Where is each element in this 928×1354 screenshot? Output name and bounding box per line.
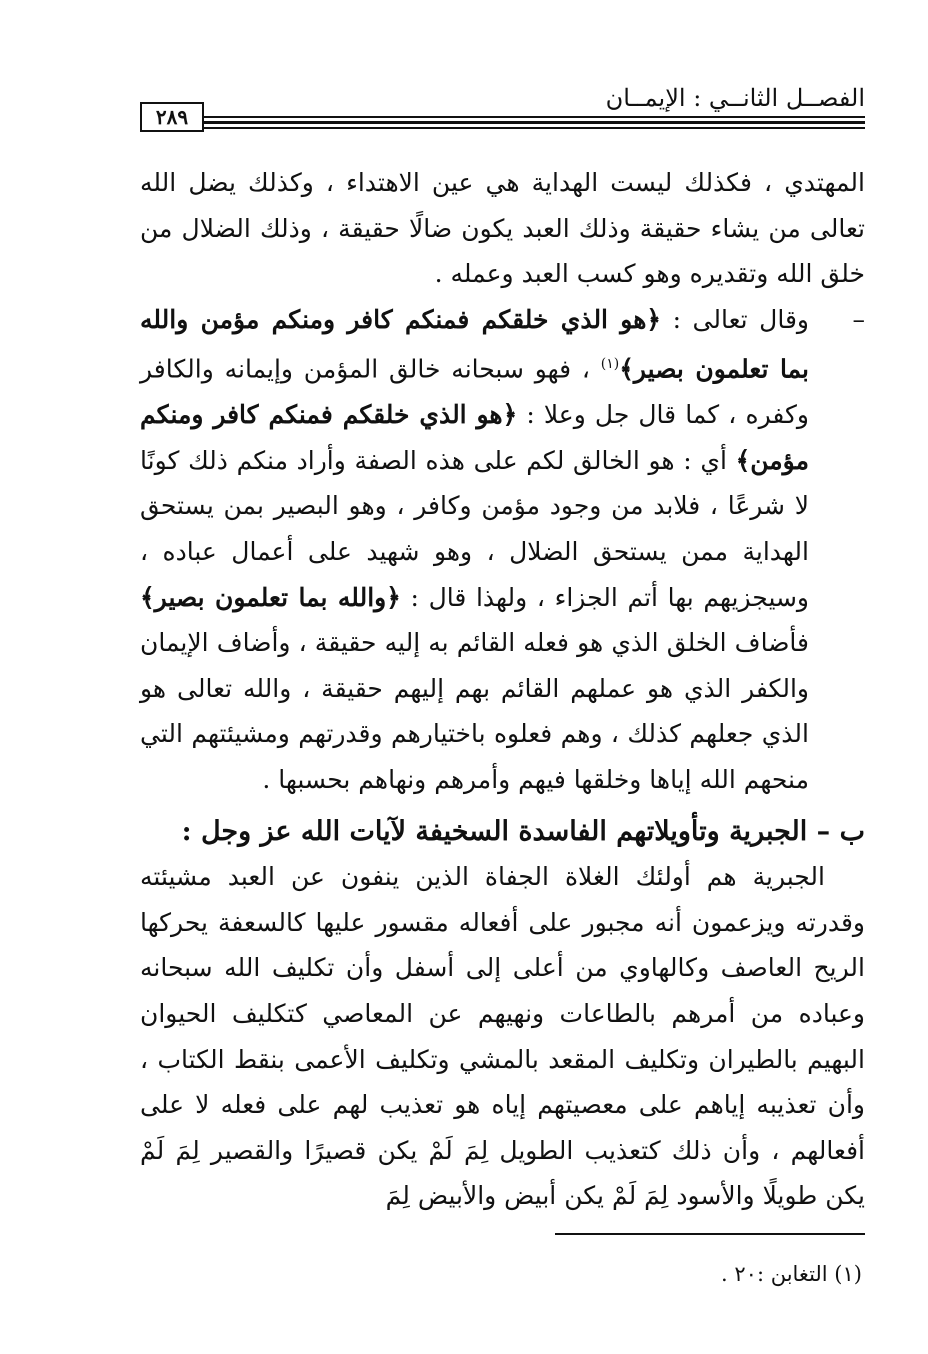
quran-quote: ﴿والله بما تعلمون بصير﴾ <box>140 582 401 612</box>
paragraph: المهتدي ، فكذلك ليست الهداية هي عين الاهتداء ، وكذلك يضل الله تعالى من يشاء حقيقة وذلك العبد يكون ضالًا حقيقة ، وذلك الضلال من خلق الله وتقديره وهو كسب العبد وعمله . <box>140 168 865 289</box>
text-run: وقال تعالى : <box>661 304 809 334</box>
chapter-title: الفصــل الثانــي : الإيمــان <box>605 84 865 112</box>
text-run: فأضاف الخلق الذي هو فعله القائم به إليه حقيقة ، وأضاف الإيمان والكفر الذي هو عملهم القائم بهم إليهم حقيقة ، والله تعالى هو الذي جعلهم كذلك ، وهم فعلوه باختيارهم وقدرتهم ومشيئتهم التي منحهم الله إياها وخلقها فيهم وأمرهم ونهاهم بحسبها . <box>140 628 809 795</box>
text-run: أي : هو الخالق لكم على هذه الصفة وأراد منكم ذلك كونًا لا شرعًا ، فلابد من وجود مؤمن وكافر ، وهو البصير بمن يستحق الهداية ممن يستحق الضلال ، وهو شهيد على أعمال عباده ، وسيجزيهم بها أتم الجزاء ، ولهذا قال : <box>140 445 810 612</box>
text-run: ، فهو سبحانه خالق المؤمن وإيمانه والكافر وكفره ، كما قال جل وعلا : <box>140 354 809 430</box>
footnote-divider <box>555 1233 865 1235</box>
bullet-paragraph <box>140 297 865 803</box>
paragraph <box>140 297 809 803</box>
section-heading: ب – الجبرية وتأويلاتهم الفاسدة السخيفة لآيات الله عز وجل : <box>181 815 865 847</box>
page-header <box>140 78 865 130</box>
footnote: (١) التغابن :٢٠ . <box>721 1262 862 1286</box>
header-rule <box>202 121 865 124</box>
footnote-reference[interactable]: (١) <box>600 356 620 373</box>
header-rule <box>202 116 865 118</box>
header-rule <box>202 127 865 129</box>
bullet-dash: – <box>852 304 865 334</box>
quran-quote: ﴿هو الذي خلقكم فمنكم كافر ومنكم مؤمن﴾ <box>140 400 809 475</box>
quran-quote: ﴿هو الذي خلقكم فمنكم كافر ومنكم مؤمن والله بما تعلمون بصير﴾ <box>140 304 809 384</box>
paragraph: الجبرية هم أولئك الغلاة الجفاة الذين ينفون عن العبد مشيئته وقدرته ويزعمون أنه مجبور على أفعاله مقسور عليها كالسعفة يحركها الريح العاصف وكالهاوي من أعلى إلى أسفل وأن تكليف الله سبحانه وعباده من أمرهم بالطاعات ونهيهم عن المعاصي كتكليف الحيوان البهيم بالطيران وتكليف المقعد بالمشي وتكليف الأعمى بنقط الكتاب ، وأن تعذيبه إياهم على معصيتهم إياه هو تعذيب لهم على فعله لا على أفعالهم ، وأن ذلك كتعذيب الطويل لِمَ لَمْ يكن قصيرًا والقصير لِمَ لَمْ يكن طويلًا والأسود لِمَ لَمْ يكن أبيض والأبيض لِمَ <box>140 862 865 1211</box>
page-number: ٢٨٩ <box>140 102 204 132</box>
page-body <box>140 160 865 1219</box>
